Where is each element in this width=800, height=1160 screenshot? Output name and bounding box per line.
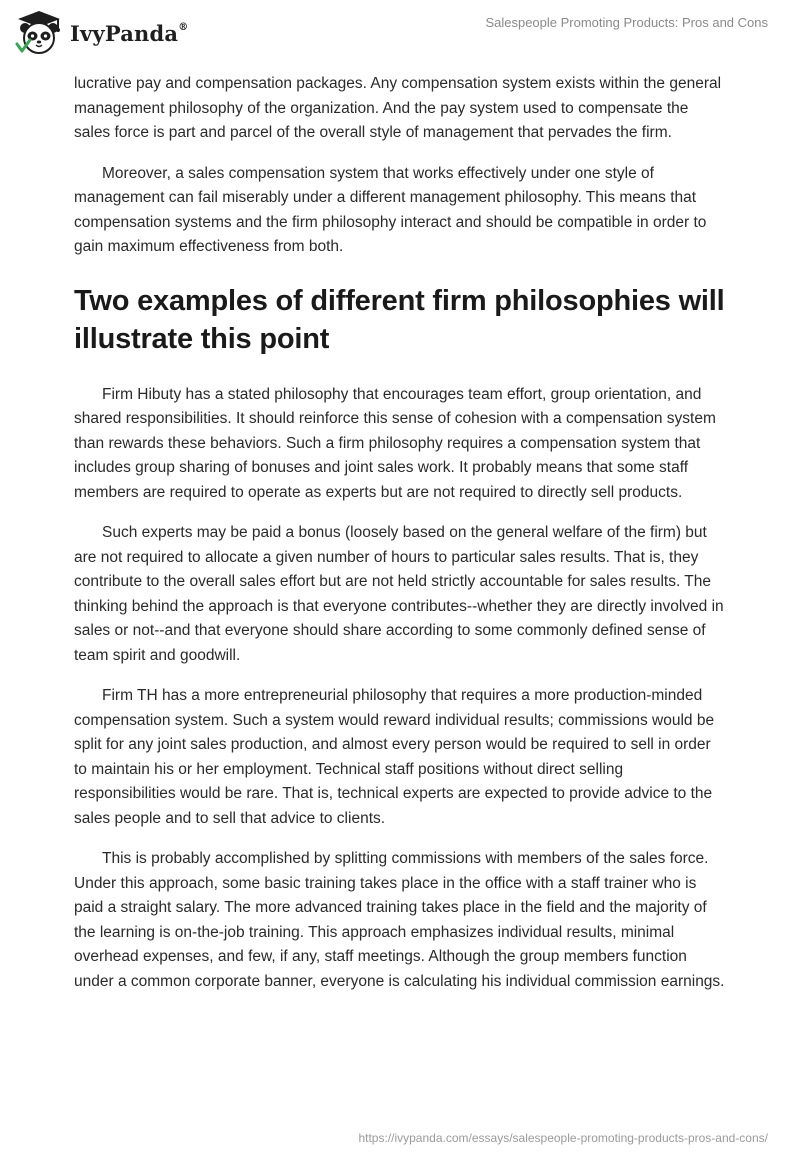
source-url[interactable]: https://ivypanda.com/essays/salespeople-promoting-products-pros-and-cons/ [358, 1131, 768, 1145]
page-header [0, 0, 800, 70]
paragraph-1: lucrative pay and compensation packages. Any compensation system exists within the general management philosophy of the organization. And the pay system used to compensate the sales force is part and parcel of the overall style of management that pervades the firm. [74, 75, 722, 141]
logo-text: IvyPanda® [70, 20, 189, 46]
ivypanda-logo[interactable] [14, 10, 188, 56]
paragraph-3: Firm Hibuty has a stated philosophy that encourages team effort, group orientation, and shared responsibilities. It should reinforce this sense of cohesion with a compensation system than rewards these behaviors. Such a firm philosophy requires a compensation system that includes group sharing of bonuses and joint sales work. It probably means that some staff members are required to operate as experts but are not required to directly sell products. [74, 385, 716, 501]
paragraph-4: Such experts may be paid a bonus (loosely based on the general welfare of the firm) but are not required to allocate a given number of hours to particular sales results. That is, they contribute to the overall sales effort but are not held strictly accountable for sales results. The thinking behind the approach is that everyone contributes--whether they are directly involved in sales or not--and that everyone should share according to some commonly defined sense of team spirit and goodwill. [74, 524, 724, 664]
essay-content [74, 72, 726, 1010]
panda-graduate-icon [14, 10, 64, 56]
paragraph-5: Firm TH has a more entrepreneurial philosophy that requires a more production-minded compensation system. Such a system would reward individual results; commissions would be split for any joint sales production, and almost every person would be required to sell in order to maintain his or her employment. Technical staff positions without direct selling responsibilities would be rare. That is, technical experts are expected to provide advice to the sales people and to sell that advice to clients. [74, 687, 715, 827]
paragraph-6: This is probably accomplished by splitting commissions with members of the sales force. Under this approach, some basic training takes place in the office with a staff trainer who is paid a straight salary. The more advanced training takes place in the field and the majority of the learning is on-the-job training. This approach emphasizes individual results, minimal overhead expenses, and few, if any, staff meetings. Although the group members function under a common corporate banner, everyone is calculating his individual commission earnings. [74, 850, 725, 990]
document-title: Salespeople Promoting Products: Pros and Cons [485, 15, 768, 30]
paragraph-2: Moreover, a sales compensation system that works effectively under one style of management can fail miserably under a different management philosophy. This means that compensation systems and the firm philosophy interact and should be compatible in order to gain maximum effectiveness from both. [74, 164, 707, 255]
section-heading: Two examples of different firm philosophies will illustrate this point [74, 284, 725, 355]
